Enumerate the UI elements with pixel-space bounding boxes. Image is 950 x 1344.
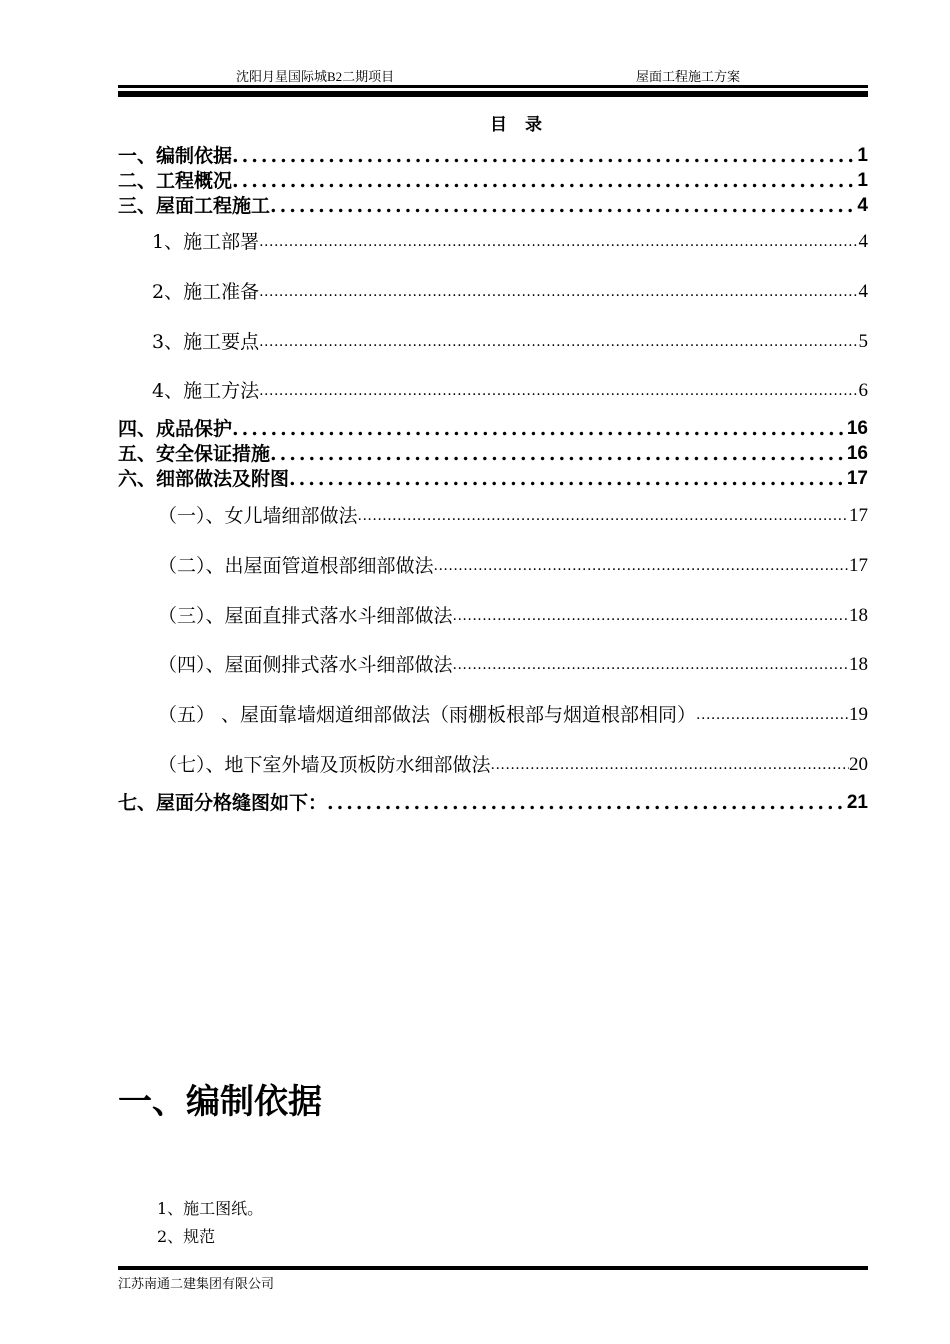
toc-entry[interactable] — [158, 752, 868, 778]
toc-entry[interactable] — [118, 791, 868, 815]
toc-entry[interactable] — [158, 603, 868, 629]
toc-entry-label: （二）、出屋面管道根部细部做法 — [158, 555, 434, 577]
toc-entry-page: 17 — [849, 505, 868, 526]
toc-entry-page: 4 — [858, 281, 868, 302]
toc-entry[interactable] — [118, 169, 868, 193]
toc-entry[interactable] — [118, 467, 868, 491]
toc-entry-page: 4 — [857, 195, 868, 216]
footer-company: 江苏南通二建集团有限公司 — [118, 1277, 275, 1292]
toc-entry-page: 1 — [857, 170, 868, 191]
toc-entry-page: 16 — [846, 418, 868, 439]
toc-entry-page: 6 — [858, 380, 868, 401]
toc-entry[interactable] — [118, 442, 868, 466]
toc-entry-page: 18 — [849, 654, 868, 675]
toc-entry-label: 3、施工要点 — [152, 331, 260, 353]
toc-entry[interactable] — [152, 229, 868, 255]
toc-leader — [358, 503, 849, 529]
toc-leader — [232, 144, 857, 168]
toc-entry-label: 六、细部做法及附图 — [118, 468, 290, 490]
toc-leader — [259, 329, 858, 355]
toc-entry-page: 21 — [846, 792, 868, 813]
toc-entry-label: 4、施工方法 — [152, 380, 260, 402]
toc-entry-label: 四、成品保护 — [118, 418, 233, 440]
toc-leader — [327, 791, 847, 815]
toc-entry[interactable] — [158, 652, 868, 678]
toc-leader — [232, 169, 857, 193]
toc-entry-page: 16 — [846, 443, 868, 464]
toc-entry-label: （三）、屋面直排式落水斗细部做法 — [158, 605, 453, 627]
section-item: 2、规范 — [157, 1227, 216, 1246]
toc-leader — [259, 378, 858, 404]
toc-leader — [453, 603, 849, 629]
toc-entry-page: 19 — [849, 704, 868, 725]
toc-entry[interactable] — [118, 194, 868, 218]
toc-entry-label: 一、编制依据 — [118, 145, 233, 167]
toc-entry-page: 4 — [858, 231, 868, 252]
toc-leader — [232, 417, 847, 441]
toc-entry[interactable] — [152, 329, 868, 355]
toc-entry-label: （五） 、屋面靠墙烟道细部做法（雨棚板根部与烟道根部相同） — [158, 704, 697, 726]
toc-leader — [289, 467, 847, 491]
header-rule-bottom — [118, 91, 868, 97]
toc-entry-label: 二、工程概况 — [118, 170, 233, 192]
toc-entry-page: 17 — [846, 468, 868, 489]
toc-entry-label: （七）、地下室外墙及顶板防水细部做法 — [158, 754, 491, 776]
toc-leader — [270, 442, 847, 466]
toc-entry-page: 18 — [849, 605, 868, 626]
toc-entry-page: 20 — [849, 754, 868, 775]
header-rule-top — [118, 85, 868, 88]
toc-leader — [434, 553, 849, 579]
toc-entry-page: 5 — [858, 331, 868, 352]
footer-rule — [118, 1266, 868, 1270]
toc-entry[interactable] — [118, 144, 868, 168]
toc-entry[interactable] — [152, 279, 868, 305]
toc-entry[interactable] — [158, 702, 868, 728]
toc-leader — [259, 279, 858, 305]
toc-entry[interactable] — [158, 553, 868, 579]
section-item: 1、施工图纸。 — [157, 1199, 264, 1218]
toc-entry-label: 2、施工准备 — [152, 281, 260, 303]
toc-entry-label: （一）、女儿墙细部做法 — [158, 505, 358, 527]
toc-entry-page: 1 — [857, 145, 868, 166]
toc-entry-page: 17 — [849, 555, 868, 576]
toc-leader — [453, 652, 849, 678]
toc-entry[interactable] — [158, 503, 868, 529]
section-heading: 一、编制依据 — [118, 1082, 322, 1122]
toc-entry-label: 三、屋面工程施工 — [118, 195, 271, 217]
toc-entry-label: 1、施工部署 — [152, 231, 260, 253]
toc-leader — [270, 194, 857, 218]
toc-entry[interactable] — [152, 378, 868, 404]
header-doc-title: 屋面工程施工方案 — [636, 69, 741, 84]
header-project-name: 沈阳月星国际城B2二期项目 — [236, 69, 395, 84]
toc-leader — [696, 702, 849, 728]
toc-entry-label: 五、安全保证措施 — [118, 443, 271, 465]
toc-leader — [259, 229, 858, 255]
toc-leader — [491, 752, 849, 778]
toc-entry-label: （四）、屋面侧排式落水斗细部做法 — [158, 654, 453, 676]
toc-entry[interactable] — [118, 417, 868, 441]
toc-title: 目 录 — [490, 115, 548, 135]
toc-entry-label: 七、屋面分格缝图如下： — [118, 792, 328, 814]
